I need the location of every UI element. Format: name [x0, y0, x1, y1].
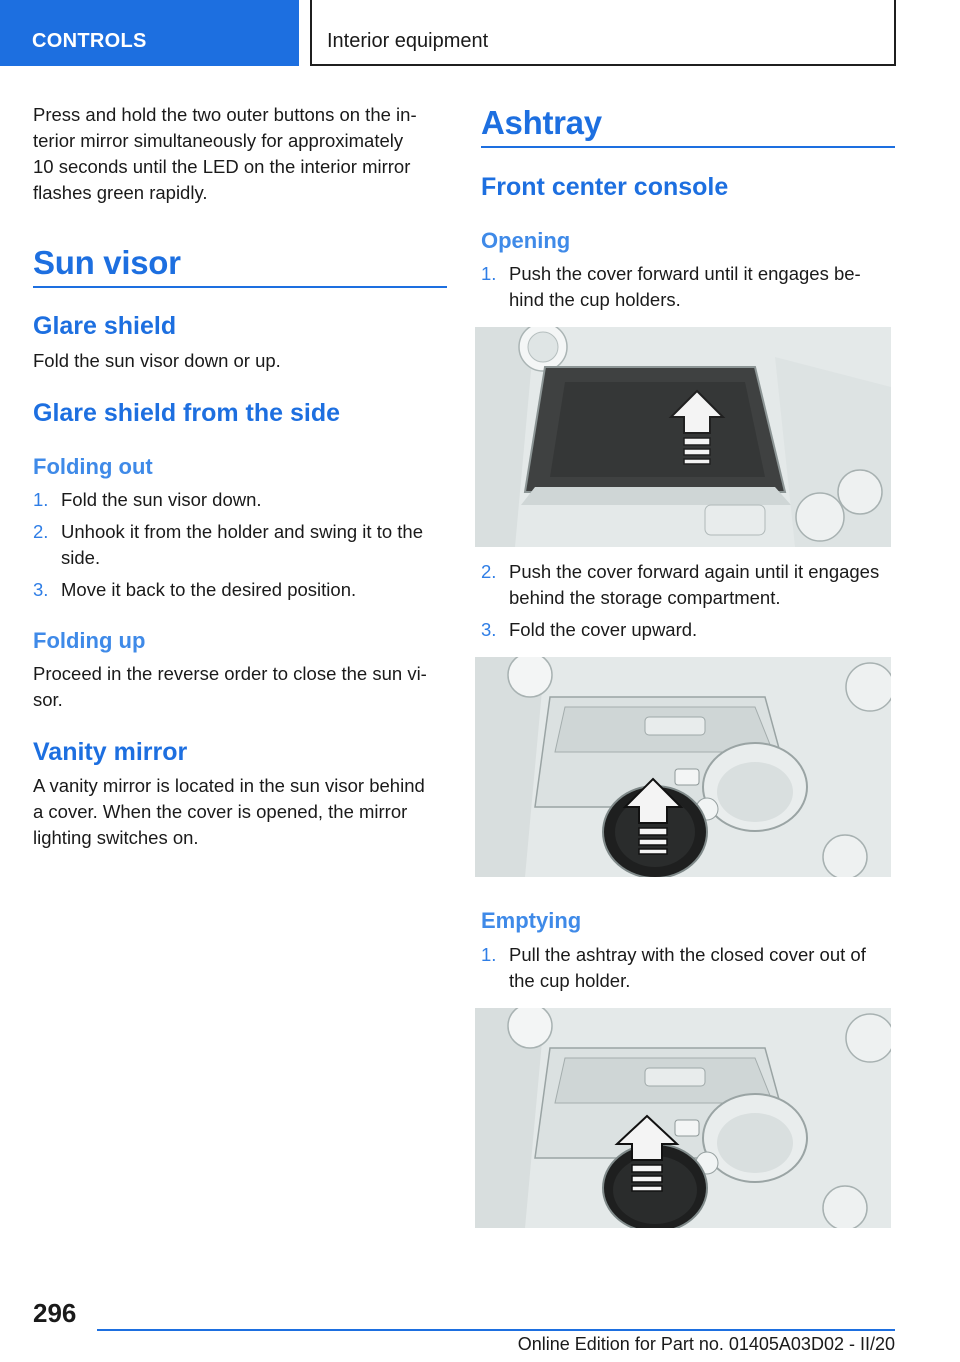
step-line: the cup holder. — [509, 970, 631, 991]
step-text: Fold the sun visor down. — [61, 489, 262, 510]
intro-paragraph — [33, 102, 447, 206]
step-number: 1. — [33, 489, 49, 510]
list-item — [481, 942, 895, 994]
step-text — [509, 261, 861, 313]
folding-up-text — [33, 661, 447, 713]
step-text: Fold the cover upward. — [509, 619, 698, 640]
list-item — [481, 261, 895, 313]
text-line: lighting switches on. — [33, 827, 199, 848]
step-line: Unhook it from the holder and swing it to the — [61, 521, 423, 542]
step-line: Push the cover forward again until it engages — [509, 561, 880, 582]
ashtray-fold-up-illustration — [475, 657, 891, 877]
step-line: side. — [61, 547, 101, 568]
list-item — [33, 487, 447, 513]
step-number: 1. — [481, 944, 497, 965]
text-line: Proceed in the reverse order to close the sun vi- — [33, 663, 427, 684]
vanity-mirror-text — [33, 773, 447, 851]
intro-line: 10 seconds until the LED on the interior mirror — [33, 156, 411, 177]
text-line: A vanity mirror is located in the sun visor behind — [33, 775, 425, 796]
sun-visor-title: Sun visor — [33, 244, 181, 281]
step-text — [509, 559, 879, 611]
console-cover-illustration — [475, 327, 891, 547]
step-number: 2. — [33, 521, 49, 542]
glare-shield-title: Glare shield — [33, 312, 177, 340]
opening-title: Opening — [481, 228, 571, 253]
footer-edition: Online Edition for Part no. 01405A03D02 - II/20 — [517, 1334, 895, 1354]
vanity-mirror-title: Vanity mirror — [33, 738, 188, 766]
text-line: a cover. When the cover is opened, the mirror — [33, 801, 408, 822]
folding-out-title: Folding out — [33, 454, 153, 479]
step-number: 1. — [481, 263, 497, 284]
front-center-console-title: Front center console — [481, 173, 729, 201]
folding-up-title: Folding up — [33, 628, 146, 653]
emptying-title: Emptying — [481, 908, 582, 933]
step-number: 3. — [481, 619, 497, 640]
ashtray-title: Ashtray — [481, 104, 602, 141]
page-number: 296 — [33, 1298, 77, 1328]
step-line: hind the cup holders. — [509, 289, 681, 310]
step-number: 3. — [33, 579, 49, 600]
step-number: 2. — [481, 561, 497, 582]
chapter-header — [310, 0, 896, 66]
footer-divider — [97, 1329, 895, 1331]
step-line: behind the storage compartment. — [509, 587, 781, 608]
section-label: CONTROLS — [32, 30, 147, 52]
section-divider — [481, 146, 895, 148]
section-divider — [33, 286, 447, 288]
intro-line: flashes green rapidly. — [33, 182, 208, 203]
intro-line: terior mirror simultaneously for approximately — [33, 130, 404, 151]
text-line: sor. — [33, 689, 63, 710]
intro-line: Press and hold the two outer buttons on the in- — [33, 104, 417, 125]
ashtray-removal-illustration — [475, 1008, 891, 1228]
list-item — [33, 577, 447, 603]
step-line: Pull the ashtray with the closed cover out of — [509, 944, 866, 965]
glare-side-title: Glare shield from the side — [33, 399, 341, 427]
list-item — [481, 559, 895, 611]
step-text — [61, 519, 423, 571]
section-tab — [0, 0, 299, 66]
step-text — [509, 942, 866, 994]
chapter-label: Interior equipment — [327, 30, 489, 52]
step-text: Move it back to the desired position. — [61, 579, 357, 600]
glare-shield-text: Fold the sun visor down or up. — [33, 350, 281, 371]
list-item — [481, 617, 895, 643]
step-line: Push the cover forward until it engages be- — [509, 263, 861, 284]
list-item — [33, 519, 447, 571]
